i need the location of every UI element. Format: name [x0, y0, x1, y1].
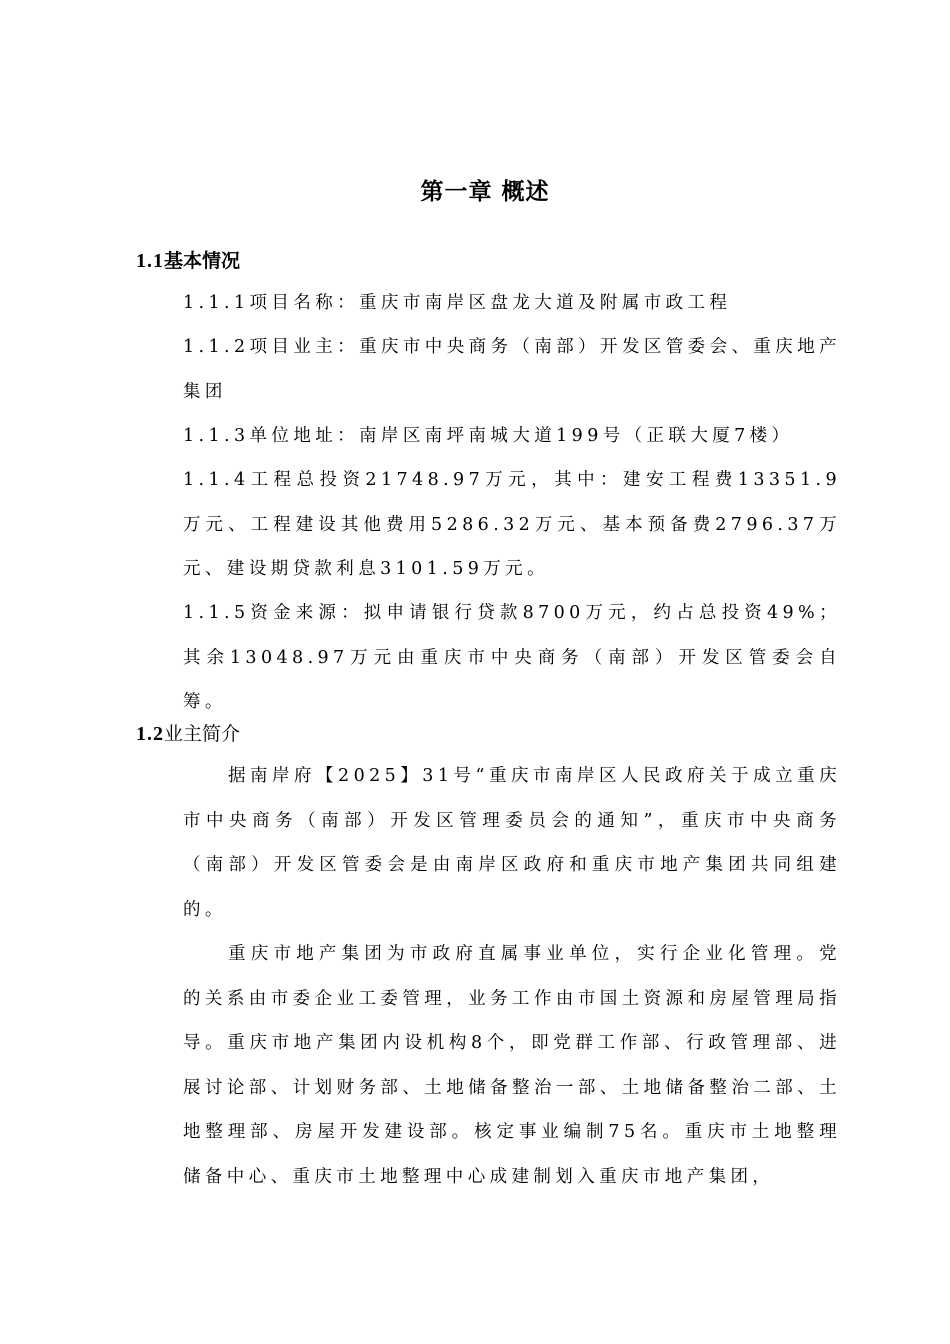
section-number: 1.2: [136, 723, 164, 745]
section-heading-1-1: [136, 245, 240, 276]
section-title: 基本情况: [164, 250, 241, 272]
project-owner-item: 1.1.2项目业主：重庆市中央商务（南部）开发区管委会、重庆地产集团: [183, 337, 841, 402]
owner-intro-paragraph-2: 重庆市地产集团为市政府直属事业单位，实行企业化管理。党的关系由市委企业工委管理，业务工作由市国土资源和房屋管理局指导。重庆市地产集团内设机构8个，即党群工作部、行政管理部、进展讨论部、计划财务部、土地储备整治一部、土地储备整治二部、土地整理部、房屋开发建设部。核定事业编制75名。重庆市土地整理储备中心、重庆市土地整理中心成建制划入重庆市地产集团，: [183, 944, 841, 1187]
section-title: 业主简介: [164, 723, 241, 745]
project-name-item: 1.1.1项目名称：重庆市南岸区盘龙大道及附属市政工程: [183, 293, 732, 313]
owner-intro-paragraph-1: 据南岸府【2025】31号“重庆市南岸区人民政府关于成立重庆市中央商务（南部）开发区管理委员会的通知”，重庆市中央商务（南部）开发区管委会是由南岸区政府和重庆市地产集团共同组建的。: [183, 766, 841, 920]
section-number: 1.1: [136, 250, 164, 272]
chapter-title: 第一章 概述: [420, 179, 550, 205]
total-investment-item: 1.1.4工程总投资21748.97万元，其中：建安工程费13351.9万元、工程建设其他费用5286.32万元、基本预备费2796.37万元、建设期贷款利息3101.59万元。: [183, 470, 841, 579]
funding-source-item: 1.1.5资金来源：拟申请银行贷款8700万元，约占总投资49%；其余13048.97万元由重庆市中央商务（南部）开发区管委会自筹。: [183, 603, 841, 712]
section-heading-1-2: [136, 718, 240, 749]
unit-address-item: 1.1.3单位地址：南岸区南坪南城大道199号（正联大厦7楼）: [183, 426, 794, 446]
